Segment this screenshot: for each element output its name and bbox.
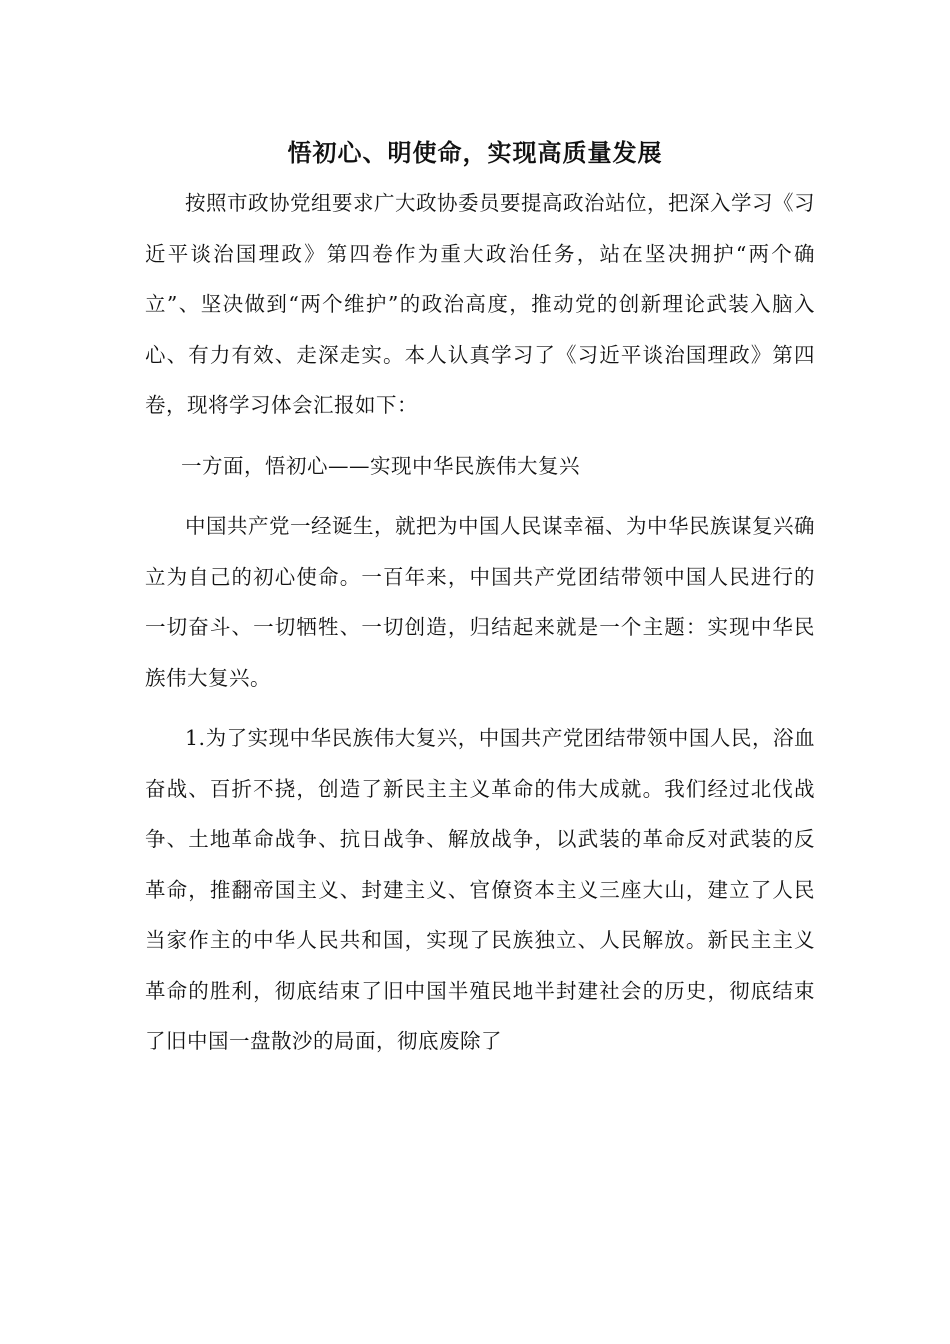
document-body — [145, 178, 815, 1067]
intro-paragraph: 按照市政协党组要求广大政协委员要提高政治站位，把深入学习《习近平谈治国理政》第四卷作为重大政治任务，站在坚决拥护“两个确立”、坚决做到“两个维护”的政治高度，推动党的创新理论武装入脑入心、有力有效、走深走实。本人认真学习了《习近平谈治国理政》第四卷，现将学习体会汇报如下： — [145, 191, 815, 417]
document-title: 悟初心、明使命，实现高质量发展 — [287, 138, 663, 167]
numbered-paragraph: 1.为了实现中华民族伟大复兴，中国共产党团结带领中国人民，浴血奋战、百折不挠，创造了新民主主义革命的伟大成就。我们经过北伐战争、土地革命战争、抗日战争、解放战争，以武装的革命反对武装的反革命，推翻帝国主义、封建主义、官僚资本主义三座大山，建立了人民当家作主的中华人民共和国，实现了民族独立、人民解放。新民主主义革命的胜利，彻底结束了旧中国半殖民地半封建社会的历史，彻底结束了旧中国一盘散沙的局面，彻底废除了 — [145, 726, 815, 1053]
body-paragraph: 中国共产党一经诞生，就把为中国人民谋幸福、为中华民族谋复兴确立为自己的初心使命。一百年来，中国共产党团结带领中国人民进行的一切奋斗、一切牺牲、一切创造，归结起来就是一个主题：实现中华民族伟大复兴。 — [145, 514, 815, 690]
section-heading: 一方面，悟初心——实现中华民族伟大复兴 — [181, 453, 580, 478]
